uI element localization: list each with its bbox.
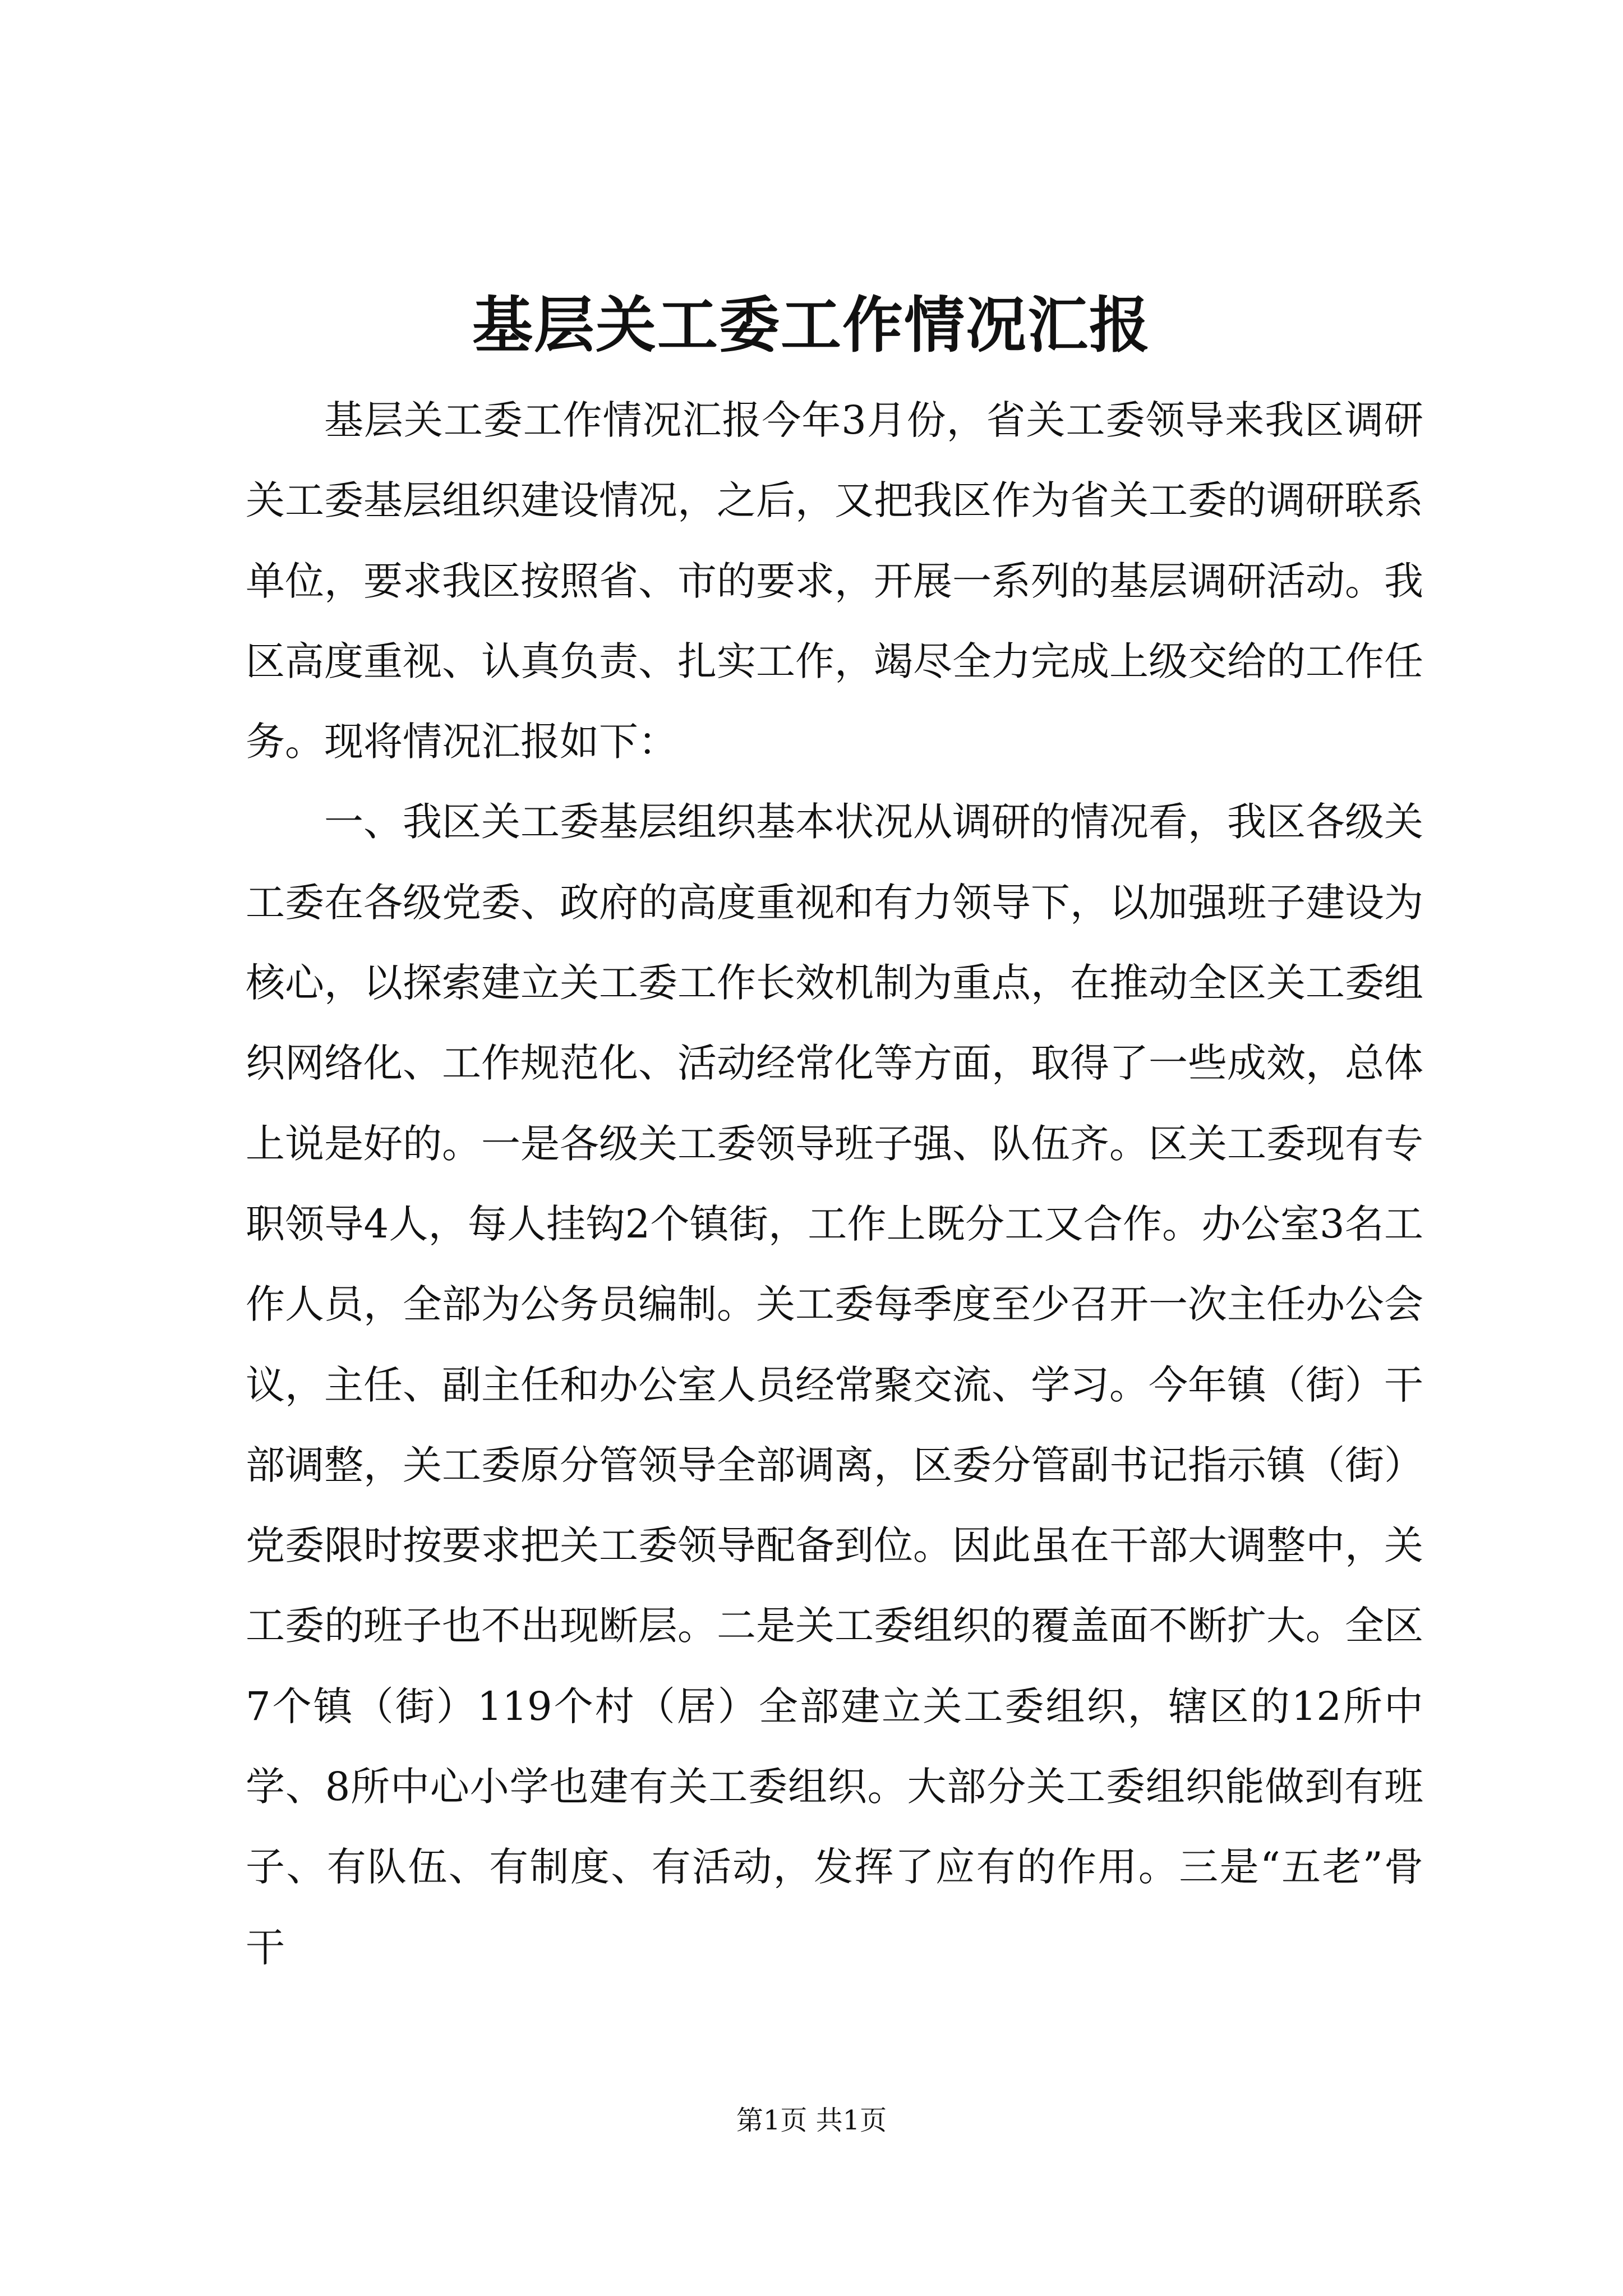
page-footer: 第1页 共1页: [736, 2105, 887, 2136]
paragraph-intro: 基层关工委工作情况汇报今年3月份，省关工委领导来我区调研关工委基层组织建设情况，之后，又把我区作为省关工委的调研联系单位，要求我区按照省、市的要求，开展一系列的基层调研活动。我区高度重视、认真负责、扎实工作，竭尽全力完成上级交给的工作任务。现将情况汇报如下：: [246, 397, 1423, 765]
paragraph-section-one: 一、我区关工委基层组织基本状况从调研的情况看，我区各级关工委在各级党委、政府的高度重视和有力领导下，以加强班子建设为核心，以探索建立关工委工作长效机制为重点，在推动全区关工委组织网络化、工作规范化、活动经常化等方面，取得了一些成效，总体上说是好的。一是各级关工委领导班子强、队伍齐。区关工委现有专职领导4人，每人挂钩2个镇街，工作上既分工又合作。办公室3名工作人员，全部为公务员编制。关工委每季度至少召开一次主任办公会议，主任、副主任和办公室人员经常聚交流、学习。今年镇（街）干部调整，关工委原分管领导全部调离，区委分管副书记指示镇（街）党委限时按要求把关工委领导配备到位。因此虽在干部大调整中，关工委的班子也不出现断层。二是关工委组织的覆盖面不断扩大。全区7个镇（街）119个村（居）全部建立关工委组织，辖区的12所中学、8所中心小学也建有关工委组织。大部分关工委组织能做到有班子、有队伍、有制度、有活动，发挥了应有的作用。三是“五老”骨干: [246, 799, 1423, 1971]
document-body: [246, 380, 1423, 1988]
document-title: 基层关工委工作情况汇报: [472, 290, 1151, 361]
